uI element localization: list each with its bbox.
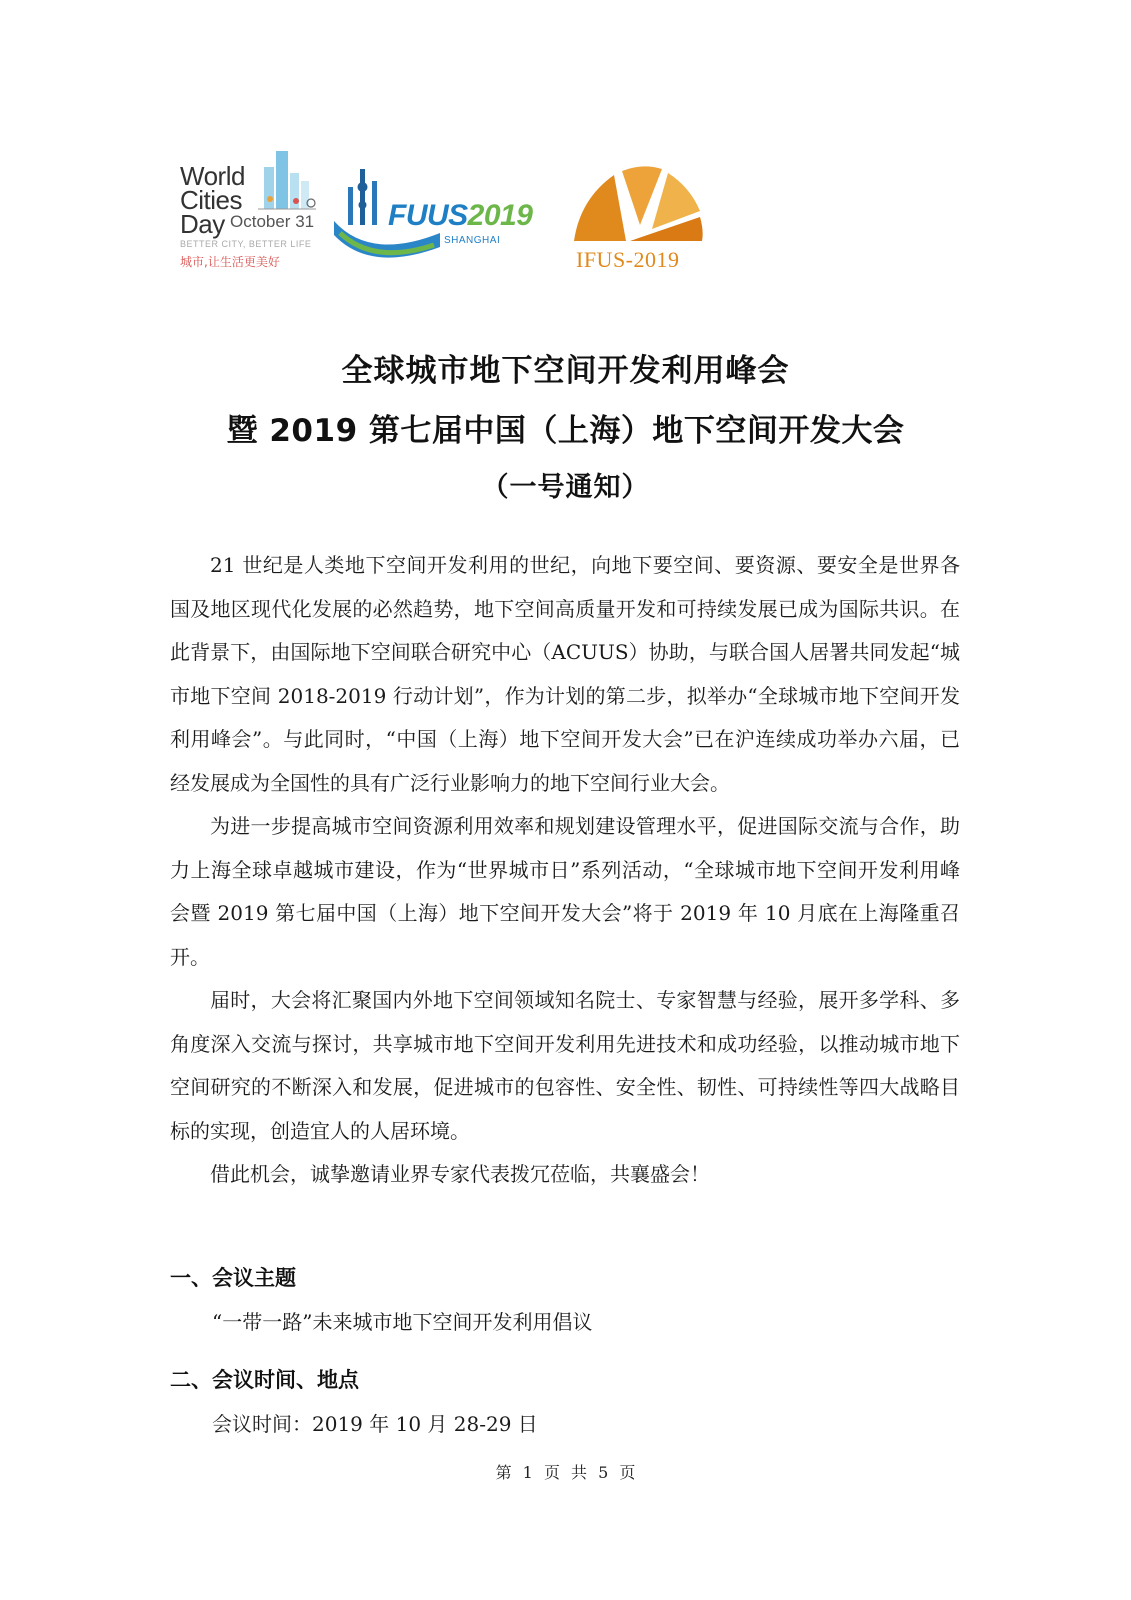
section-theme-text: “一带一路”未来城市地下空间开发利用倡议: [212, 1310, 593, 1334]
wcd-word-cities: Cities: [180, 185, 243, 215]
fuus-wordmark: [388, 199, 532, 233]
city-skyline-icon: [256, 147, 318, 211]
paragraph-intro: 21 世纪是人类地下空间开发利用的世纪，向地下要空间、要资源、要安全是世界各国及地区现代化发展的必然趋势，地下空间高质量开发和可持续发展已成为国际共识。在此背景下，由国际地下空间联合研究中心（ACUUS）协助，与联合国人居署共同发起“城市地下空间 2018-2019 行动计划”，作为计划的第二步，拟举办“全球城市地下空间开发利用峰会”。与此同时，“中国（上海）地下空间开发大会”已在沪连续成功举办六届，已经发展成为全国性的具有广泛行业影响力的地下空间行业大会。: [170, 553, 960, 795]
fuus-year: 2019: [467, 199, 533, 232]
paragraph-purpose: 为进一步提高城市空间资源利用效率和规划建设管理水平，促进国际交流与合作，助力上海全球卓越城市建设，作为“世界城市日”系列活动，“全球城市地下空间开发利用峰会暨 2019 第七届中国（上海）地下空间开发大会”将于 2019 年 10 月底在上海隆重召开。: [170, 814, 960, 969]
wcd-tagline: BETTER CITY, BETTER LIFE: [180, 239, 312, 249]
title-notice: （一号通知）: [481, 472, 650, 503]
section-heading-time-place: 二、会议时间、地点: [170, 1368, 359, 1392]
section-heading-theme: 一、会议主题: [170, 1266, 296, 1290]
paragraph-agenda: 届时，大会将汇聚国内外地下空间领域知名院士、专家智慧与经验，展开多学科、多角度深入交流与探讨，共享城市地下空间开发利用先进技术和成功经验，以推动城市地下空间研究的不断深入和发展，促进城市的包容性、安全性、韧性、可持续性等四大战略目标的实现，创造宜人的人居环境。: [170, 988, 960, 1143]
fuus-2019-logo: [330, 163, 566, 263]
logo-row: [178, 145, 738, 275]
ifus-wordmark: IFUS-2019: [576, 247, 680, 272]
paragraph-invitation: 借此机会，诚挚邀请业界专家代表拨冗莅临，共襄盛会！: [210, 1162, 710, 1186]
wcd-word-world: World: [180, 161, 245, 191]
wcd-word-day: Day: [180, 209, 225, 239]
title-line-1: 全球城市地下空间开发利用峰会: [341, 353, 790, 389]
ifus-fan-icon: [570, 145, 704, 245]
section-time-text: 会议时间：2019 年 10 月 28-29 日: [212, 1412, 538, 1436]
fuus-name: FUUS: [388, 199, 468, 232]
wcd-date: October 31: [230, 212, 315, 231]
title-line-2: 暨 2019 第七届中国（上海）地下空间开发大会: [226, 413, 905, 449]
ifus-2019-logo: [570, 145, 710, 273]
fuus-city: SHANGHAI: [444, 235, 501, 246]
body-text: [170, 544, 960, 1197]
wcd-chinese-slogan: 城市,让生活更美好: [180, 255, 280, 269]
page-footer: 第 1 页 共 5 页: [495, 1463, 636, 1482]
world-cities-day-logo: [178, 145, 318, 270]
